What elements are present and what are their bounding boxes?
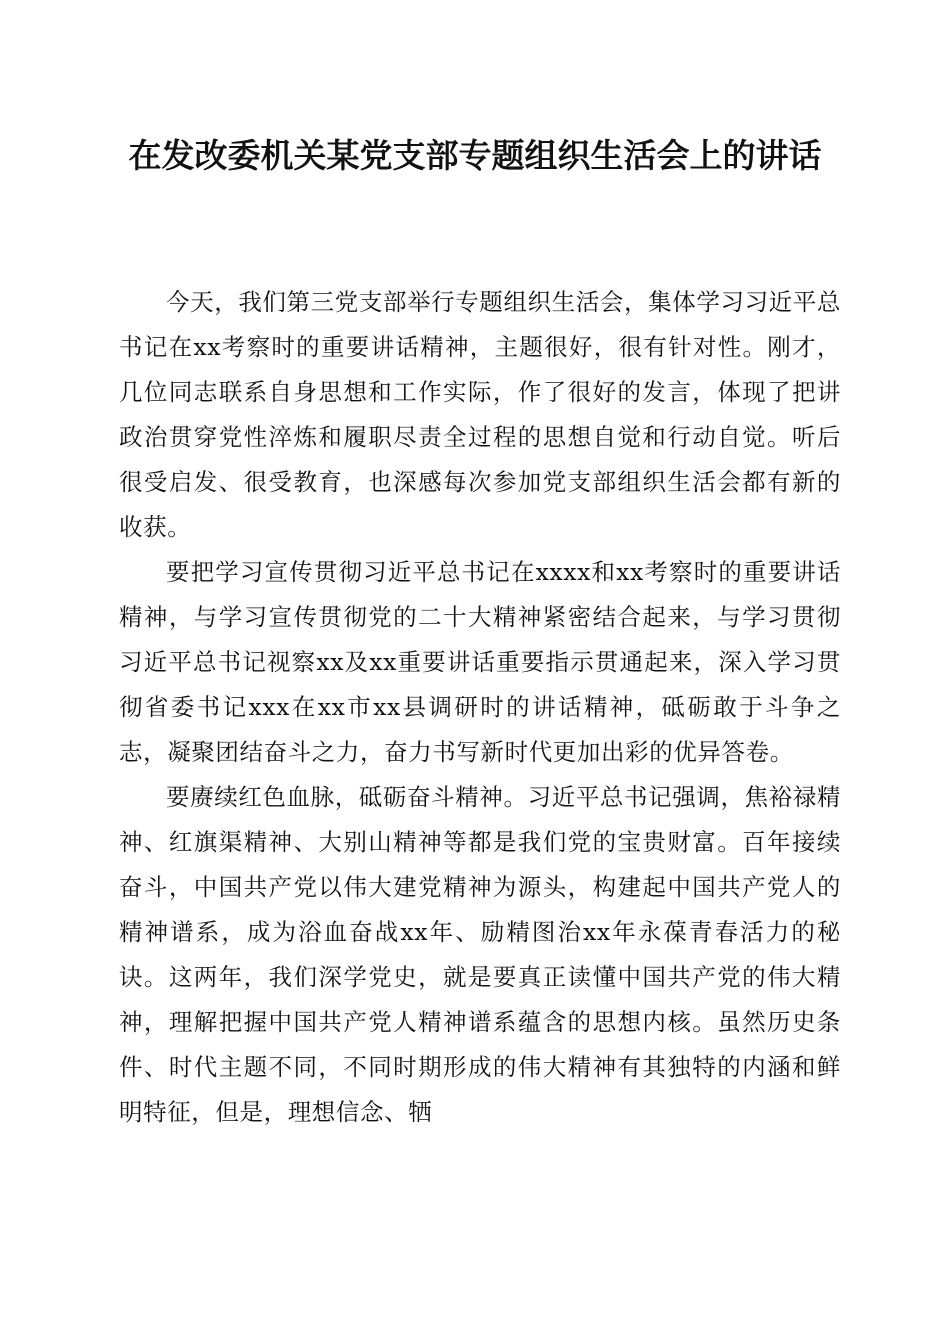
document-body	[119, 280, 841, 1135]
paragraph-1: 今天，我们第三党支部举行专题组织生活会，集体学习习近平总书记在xx考察时的重要讲话精神，主题很好，很有针对性。刚才，几位同志联系自身思想和工作实际，作了很好的发言，体现了把讲政治贯穿党性淬炼和履职尽责全过程的思想自觉和行动自觉。听后很受启发、很受教育，也深感每次参加党支部组织生活会都有新的收获。	[119, 288, 841, 541]
paragraph-2: 要把学习宣传贯彻习近平总书记在xxxx和xx考察时的重要讲话精神，与学习宣传贯彻党的二十大精神紧密结合起来，与学习贯彻习近平总书记视察xx及xx重要讲话重要指示贯通起来，深入学习贯彻省委书记xxx在xx市xx县调研时的讲话精神，砥砺敢于斗争之志，凝聚团结奋斗之力，奋力书写新时代更加出彩的优异答卷。	[119, 558, 841, 766]
paragraph-3: 要赓续红色血脉，砥砺奋斗精神。习近平总书记强调，焦裕禄精神、红旗渠精神、大别山精神等都是我们党的宝贵财富。百年接续奋斗，中国共产党以伟大建党精神为源头，构建起中国共产党人的精神谱系，成为浴血奋战xx年、励精图治xx年永葆青春活力的秘诀。这两年，我们深学党史，就是要真正读懂中国共产党的伟大精神，理解把握中国共产党人精神谱系蕴含的思想内核。虽然历史条件、时代主题不同，不同时期形成的伟大精神有其独特的内涵和鲜明特征，但是，理想信念、牺	[119, 783, 841, 1126]
document-title: 在发改委机关某党支部专题组织生活会上的讲话	[128, 136, 822, 175]
